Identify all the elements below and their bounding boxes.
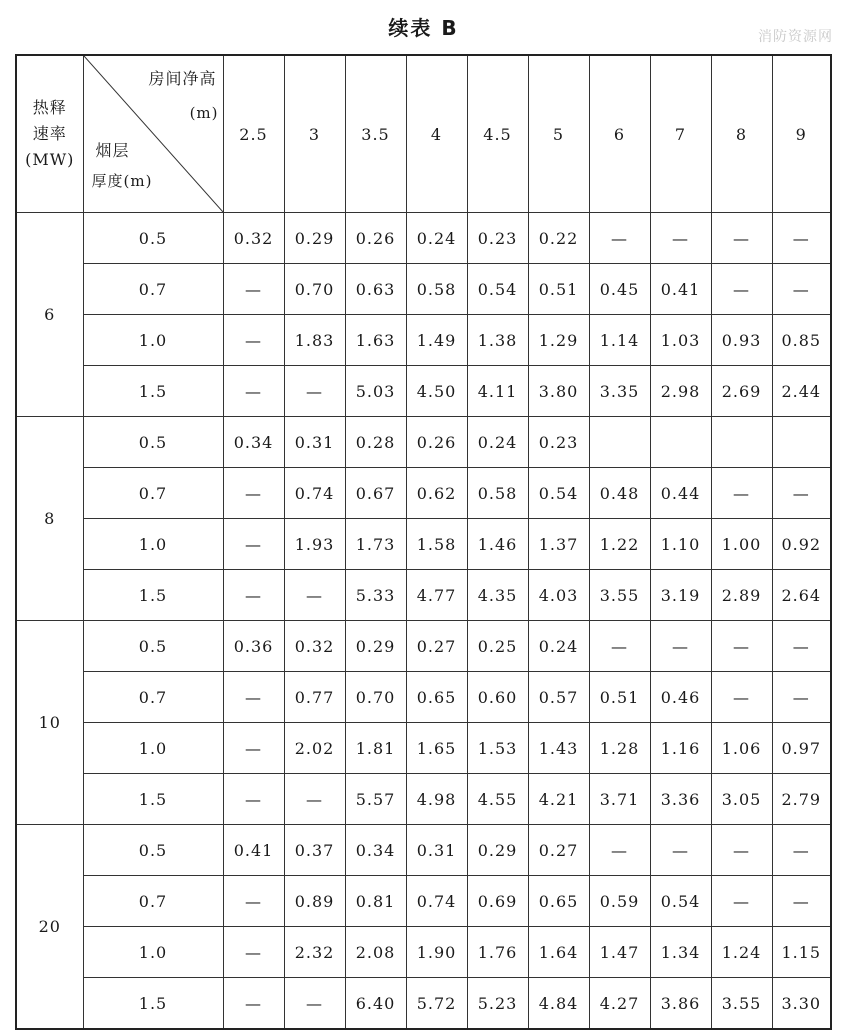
- value-cell: 2.64: [772, 570, 831, 621]
- value-cell: 3.30: [772, 978, 831, 1030]
- value-cell: 0.77: [284, 672, 345, 723]
- value-cell: —: [772, 825, 831, 876]
- value-cell: 2.02: [284, 723, 345, 774]
- value-cell: 0.60: [467, 672, 528, 723]
- table-row: [16, 264, 831, 315]
- smoke-thickness-cell: 0.7: [83, 468, 223, 519]
- table-row: [16, 213, 831, 264]
- value-cell: 0.36: [223, 621, 284, 672]
- value-cell: 0.70: [345, 672, 406, 723]
- value-cell: 0.81: [345, 876, 406, 927]
- table-row: [16, 570, 831, 621]
- value-cell: 0.31: [406, 825, 467, 876]
- heat-release-rate-cell: 10: [16, 621, 83, 825]
- value-cell: 0.74: [284, 468, 345, 519]
- height-col-header: 3: [284, 55, 345, 213]
- value-cell: 0.37: [284, 825, 345, 876]
- value-cell: 0.25: [467, 621, 528, 672]
- value-cell: —: [711, 264, 772, 315]
- value-cell: 4.77: [406, 570, 467, 621]
- value-cell: —: [284, 978, 345, 1030]
- value-cell: 1.06: [711, 723, 772, 774]
- value-cell: 0.54: [650, 876, 711, 927]
- smoke-thickness-cell: 0.7: [83, 672, 223, 723]
- value-cell: —: [223, 264, 284, 315]
- value-cell: 5.03: [345, 366, 406, 417]
- height-col-header: 3.5: [345, 55, 406, 213]
- value-cell: 1.93: [284, 519, 345, 570]
- value-cell: 0.27: [528, 825, 589, 876]
- value-cell: 1.10: [650, 519, 711, 570]
- height-col-header: 2.5: [223, 55, 284, 213]
- table-row: [16, 519, 831, 570]
- value-cell: 0.29: [467, 825, 528, 876]
- value-cell: 4.84: [528, 978, 589, 1030]
- value-cell: —: [711, 876, 772, 927]
- header-row: [16, 55, 831, 213]
- value-cell: 0.44: [650, 468, 711, 519]
- value-cell: 0.48: [589, 468, 650, 519]
- value-cell: —: [284, 774, 345, 825]
- value-cell: 0.24: [528, 621, 589, 672]
- value-cell: 0.32: [223, 213, 284, 264]
- value-cell: 0.34: [345, 825, 406, 876]
- value-cell: —: [772, 621, 831, 672]
- table-row: [16, 876, 831, 927]
- value-cell: 1.03: [650, 315, 711, 366]
- value-cell: 1.53: [467, 723, 528, 774]
- value-cell: 4.21: [528, 774, 589, 825]
- table-row: [16, 417, 831, 468]
- value-cell: —: [223, 774, 284, 825]
- height-col-header: 9: [772, 55, 831, 213]
- value-cell: —: [711, 672, 772, 723]
- value-cell: 0.26: [345, 213, 406, 264]
- value-cell: —: [711, 468, 772, 519]
- value-cell: 0.23: [467, 213, 528, 264]
- smoke-thickness-cell: 1.5: [83, 978, 223, 1030]
- height-col-header: 5: [528, 55, 589, 213]
- height-col-header: 8: [711, 55, 772, 213]
- value-cell: 3.55: [589, 570, 650, 621]
- value-cell: 0.74: [406, 876, 467, 927]
- value-cell: 1.16: [650, 723, 711, 774]
- value-cell: 1.37: [528, 519, 589, 570]
- smoke-thickness-cell: 1.0: [83, 927, 223, 978]
- value-cell: 5.57: [345, 774, 406, 825]
- thickness-header-label: 烟层: [95, 141, 130, 160]
- value-cell: —: [711, 621, 772, 672]
- value-cell: —: [589, 213, 650, 264]
- value-cell: —: [284, 570, 345, 621]
- value-cell: 2.32: [284, 927, 345, 978]
- value-cell: 1.28: [589, 723, 650, 774]
- value-cell: 0.27: [406, 621, 467, 672]
- value-cell: 1.63: [345, 315, 406, 366]
- table-row: [16, 978, 831, 1030]
- value-cell: 4.27: [589, 978, 650, 1030]
- value-cell: 4.55: [467, 774, 528, 825]
- value-cell: —: [284, 366, 345, 417]
- value-cell: [772, 417, 831, 468]
- heat-release-rate-cell: 8: [16, 417, 83, 621]
- height-header-label: 房间净高: [148, 69, 217, 88]
- diagonal-header-cell: [83, 55, 223, 213]
- value-cell: —: [772, 468, 831, 519]
- value-cell: 0.22: [528, 213, 589, 264]
- table-row: [16, 315, 831, 366]
- rate-header-line: (MW): [25, 150, 75, 169]
- value-cell: 0.67: [345, 468, 406, 519]
- value-cell: —: [223, 723, 284, 774]
- value-cell: [650, 417, 711, 468]
- value-cell: —: [223, 519, 284, 570]
- watermark: 消防资源网: [758, 29, 833, 45]
- value-cell: 1.81: [345, 723, 406, 774]
- value-cell: 0.58: [406, 264, 467, 315]
- value-cell: —: [223, 570, 284, 621]
- value-cell: 0.93: [711, 315, 772, 366]
- value-cell: 1.22: [589, 519, 650, 570]
- smoke-thickness-cell: 1.0: [83, 723, 223, 774]
- heat-release-rate-cell: 6: [16, 213, 83, 417]
- value-cell: 0.85: [772, 315, 831, 366]
- value-cell: 3.71: [589, 774, 650, 825]
- smoke-thickness-cell: 0.5: [83, 621, 223, 672]
- table-row: [16, 927, 831, 978]
- value-cell: 5.72: [406, 978, 467, 1030]
- value-cell: —: [650, 621, 711, 672]
- table-row: [16, 366, 831, 417]
- value-cell: 0.26: [406, 417, 467, 468]
- value-cell: 4.35: [467, 570, 528, 621]
- value-cell: 2.89: [711, 570, 772, 621]
- smoke-thickness-cell: 1.0: [83, 315, 223, 366]
- value-cell: 2.79: [772, 774, 831, 825]
- value-cell: 0.70: [284, 264, 345, 315]
- value-cell: 4.11: [467, 366, 528, 417]
- value-cell: 0.29: [345, 621, 406, 672]
- value-cell: 0.65: [406, 672, 467, 723]
- value-cell: 1.49: [406, 315, 467, 366]
- value-cell: 0.45: [589, 264, 650, 315]
- value-cell: 5.33: [345, 570, 406, 621]
- value-cell: 1.65: [406, 723, 467, 774]
- table-title: 续表 B: [388, 16, 459, 40]
- value-cell: —: [772, 264, 831, 315]
- value-cell: 0.24: [467, 417, 528, 468]
- value-cell: 0.89: [284, 876, 345, 927]
- thickness-header-unit: 厚度(m): [91, 172, 153, 190]
- value-cell: 0.31: [284, 417, 345, 468]
- rate-header: [16, 55, 83, 213]
- value-cell: 1.24: [711, 927, 772, 978]
- value-cell: —: [223, 978, 284, 1030]
- rate-header-line: 速率: [32, 124, 67, 143]
- smoke-thickness-cell: 0.5: [83, 213, 223, 264]
- smoke-thickness-cell: 0.7: [83, 264, 223, 315]
- table-row: [16, 774, 831, 825]
- value-cell: —: [223, 876, 284, 927]
- table-row: [16, 672, 831, 723]
- value-cell: —: [650, 825, 711, 876]
- value-cell: 3.80: [528, 366, 589, 417]
- value-cell: 1.90: [406, 927, 467, 978]
- value-cell: 0.51: [528, 264, 589, 315]
- value-cell: —: [223, 672, 284, 723]
- value-cell: 0.59: [589, 876, 650, 927]
- smoke-thickness-cell: 0.5: [83, 417, 223, 468]
- value-cell: 5.23: [467, 978, 528, 1030]
- value-cell: [711, 417, 772, 468]
- value-cell: 3.55: [711, 978, 772, 1030]
- table-row: [16, 468, 831, 519]
- value-cell: 3.19: [650, 570, 711, 621]
- value-cell: 1.15: [772, 927, 831, 978]
- value-cell: 2.44: [772, 366, 831, 417]
- value-cell: 0.54: [528, 468, 589, 519]
- value-cell: 0.41: [650, 264, 711, 315]
- value-cell: 0.63: [345, 264, 406, 315]
- value-cell: 4.03: [528, 570, 589, 621]
- table-row: [16, 723, 831, 774]
- value-cell: —: [650, 213, 711, 264]
- height-col-header: 4.5: [467, 55, 528, 213]
- value-cell: 0.41: [223, 825, 284, 876]
- value-cell: 1.47: [589, 927, 650, 978]
- value-cell: —: [772, 672, 831, 723]
- value-cell: 1.00: [711, 519, 772, 570]
- value-cell: 2.98: [650, 366, 711, 417]
- table-row: [16, 621, 831, 672]
- value-cell: —: [223, 366, 284, 417]
- value-cell: 1.43: [528, 723, 589, 774]
- value-cell: —: [223, 315, 284, 366]
- value-cell: 0.65: [528, 876, 589, 927]
- smoke-thickness-cell: 1.5: [83, 366, 223, 417]
- height-col-header: 6: [589, 55, 650, 213]
- value-cell: 1.83: [284, 315, 345, 366]
- value-cell: 3.05: [711, 774, 772, 825]
- value-cell: 2.69: [711, 366, 772, 417]
- value-cell: 1.29: [528, 315, 589, 366]
- value-cell: 3.86: [650, 978, 711, 1030]
- value-cell: 1.64: [528, 927, 589, 978]
- value-cell: 1.58: [406, 519, 467, 570]
- value-cell: 0.92: [772, 519, 831, 570]
- value-cell: 4.98: [406, 774, 467, 825]
- value-cell: 1.46: [467, 519, 528, 570]
- value-cell: —: [711, 213, 772, 264]
- value-cell: 0.54: [467, 264, 528, 315]
- value-cell: 1.76: [467, 927, 528, 978]
- value-cell: 3.35: [589, 366, 650, 417]
- value-cell: 0.23: [528, 417, 589, 468]
- heat-release-rate-cell: 20: [16, 825, 83, 1030]
- value-cell: —: [589, 825, 650, 876]
- value-cell: 1.73: [345, 519, 406, 570]
- height-col-header: 4: [406, 55, 467, 213]
- table-row: [16, 825, 831, 876]
- value-cell: 0.57: [528, 672, 589, 723]
- smoke-thickness-cell: 1.5: [83, 774, 223, 825]
- value-cell: 0.51: [589, 672, 650, 723]
- value-cell: —: [772, 213, 831, 264]
- rate-header-line: 热释: [32, 98, 67, 117]
- value-cell: 0.32: [284, 621, 345, 672]
- value-cell: 0.34: [223, 417, 284, 468]
- value-cell: 1.38: [467, 315, 528, 366]
- value-cell: 0.46: [650, 672, 711, 723]
- smoke-thickness-cell: 0.7: [83, 876, 223, 927]
- height-header-unit: (m): [189, 104, 219, 122]
- value-cell: 3.36: [650, 774, 711, 825]
- value-cell: 4.50: [406, 366, 467, 417]
- value-cell: —: [772, 876, 831, 927]
- smoke-thickness-cell: 1.5: [83, 570, 223, 621]
- value-cell: —: [223, 927, 284, 978]
- smoke-thickness-cell: 1.0: [83, 519, 223, 570]
- value-cell: 1.34: [650, 927, 711, 978]
- height-col-header: 7: [650, 55, 711, 213]
- value-cell: —: [711, 825, 772, 876]
- value-cell: [589, 417, 650, 468]
- value-cell: 0.62: [406, 468, 467, 519]
- smoke-thickness-cell: 0.5: [83, 825, 223, 876]
- value-cell: 0.29: [284, 213, 345, 264]
- value-cell: 0.28: [345, 417, 406, 468]
- value-cell: —: [223, 468, 284, 519]
- value-cell: —: [589, 621, 650, 672]
- value-cell: 1.14: [589, 315, 650, 366]
- value-cell: 2.08: [345, 927, 406, 978]
- value-cell: 0.69: [467, 876, 528, 927]
- value-cell: 6.40: [345, 978, 406, 1030]
- value-cell: 0.24: [406, 213, 467, 264]
- value-cell: 0.97: [772, 723, 831, 774]
- value-cell: 0.58: [467, 468, 528, 519]
- smoke-table: [15, 54, 832, 1030]
